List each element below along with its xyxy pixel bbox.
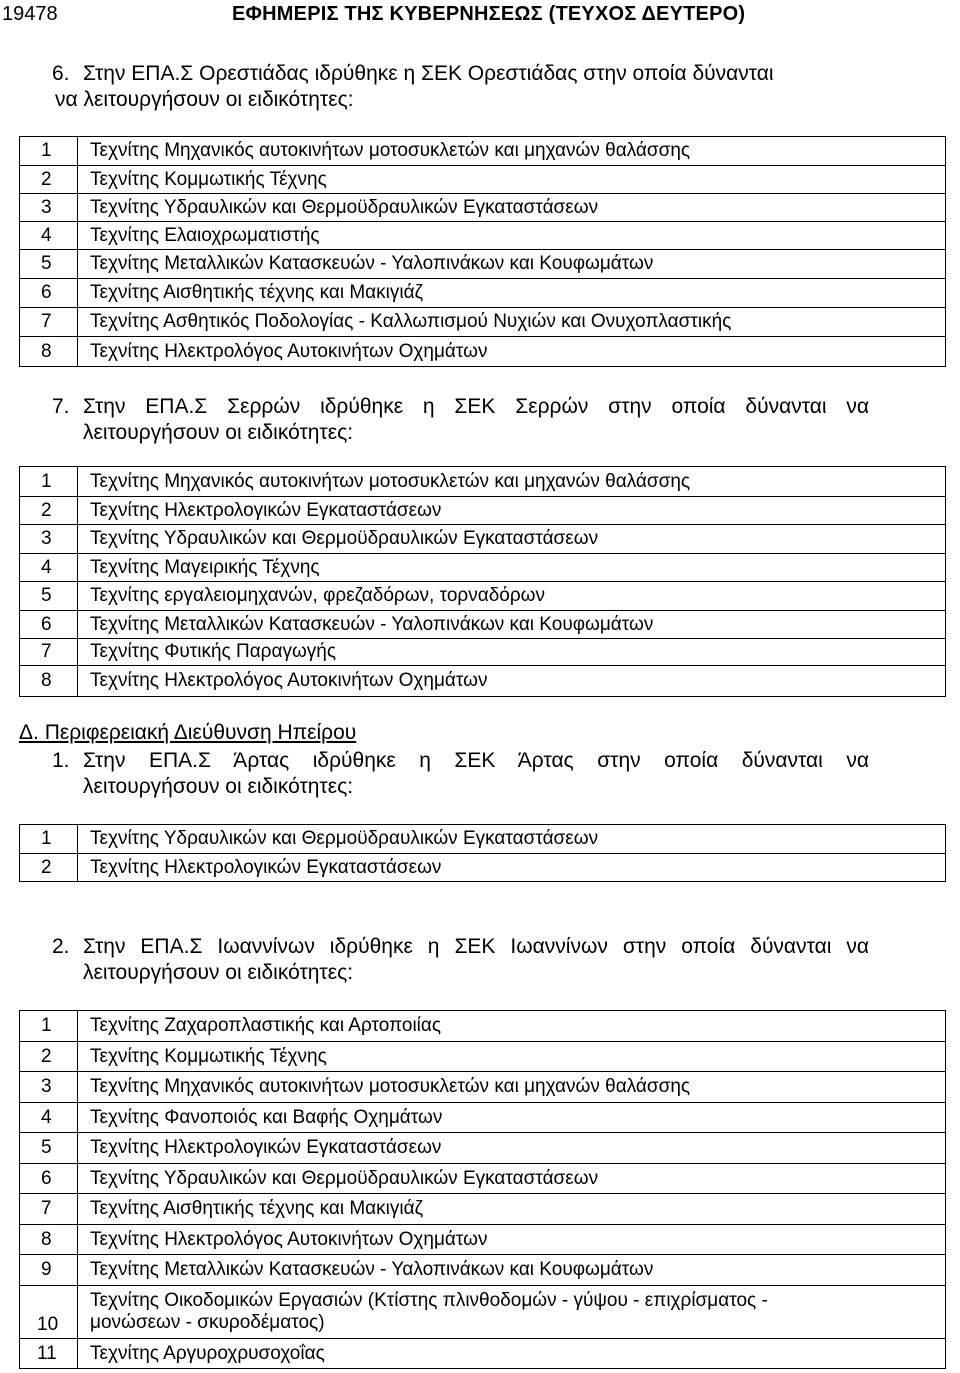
row-specialty-line1: Τεχνίτης Οικοδομικών Εργασιών (Κτίστης πλινθοδομών - γύψου - επιχρίσματος - — [90, 1290, 768, 1311]
row-specialty: Τεχνίτης Κομμωτικής Τέχνης — [78, 1042, 946, 1072]
page-header — [0, 0, 960, 30]
table-row — [20, 1164, 946, 1194]
table-row — [20, 1072, 946, 1103]
row-number: 1 — [20, 825, 78, 854]
row-number: 2 — [20, 1042, 78, 1072]
row-specialty: Τεχνίτης Ελαιοχρωματιστής — [78, 222, 946, 250]
row-number: 7 — [20, 308, 78, 337]
gazette-title: ΕΦΗΜΕΡΙΣ ΤΗΣ ΚΥΒΕΡΝΗΣΕΩΣ (ΤΕΥΧΟΣ ΔΕΥΤΕΡΟ) — [232, 3, 746, 25]
row-specialty: Τεχνίτης Ηλεκτρολόγος Αυτοκινήτων Οχημάτων — [78, 1225, 946, 1255]
row-number: 7 — [20, 1194, 78, 1225]
row-number: 5 — [20, 582, 78, 611]
row-number: 1 — [20, 1011, 78, 1042]
row-number: 7 — [20, 639, 78, 666]
section-text-line2: λειτουργήσουν οι ειδικότητες: — [83, 421, 354, 444]
row-specialty: Τεχνίτης Υδραυλικών και Θερμοϋδραυλικών Εγκαταστάσεων — [78, 825, 946, 854]
section-6-intro — [52, 61, 869, 113]
row-number: 2 — [20, 854, 78, 882]
row-number: 4 — [20, 222, 78, 250]
row-specialty: Τεχνίτης Υδραυλικών και Θερμοϋδραυλικών Εγκαταστάσεων — [78, 1164, 946, 1194]
row-number: 5 — [20, 1133, 78, 1164]
table-row — [20, 166, 946, 194]
row-number: 1 — [20, 137, 78, 166]
row-number: 4 — [20, 1103, 78, 1133]
section-text-line2: λειτουργήσουν οι ειδικότητες: — [83, 961, 354, 984]
table-row — [20, 1011, 946, 1042]
row-specialty: Τεχνίτης Ζαχαροπλαστικής και Αρτοποιίας — [78, 1011, 946, 1042]
row-specialty: Τεχνίτης Αισθητικής τέχνης και Μακιγιάζ — [78, 279, 946, 308]
section-number: 2. — [52, 935, 70, 958]
table-row — [20, 1103, 946, 1133]
section-text-line2: να λειτουργήσουν οι ειδικότητες: — [55, 88, 354, 111]
row-specialty: Τεχνίτης Ηλεκτρολόγος Αυτοκινήτων Οχημάτων — [78, 337, 946, 367]
table-row — [20, 250, 946, 279]
section-text-line1: Στην ΕΠΑ.Σ Ορεστιάδας ιδρύθηκε η ΣΕΚ Ορεστιάδας στην οποία δύνανται — [83, 62, 774, 85]
row-specialty: Τεχνίτης Μαγειρικής Τέχνης — [78, 554, 946, 582]
table-row — [20, 1339, 946, 1369]
section-text-line1: Στην ΕΠΑ.Σ Άρτας ιδρύθηκε η ΣΕΚ Άρτας στην οποία δύνανται να — [83, 749, 869, 772]
table-row — [20, 582, 946, 611]
table-row — [20, 1286, 946, 1339]
row-number: 8 — [20, 337, 78, 367]
table-row — [20, 222, 946, 250]
section-number: 1. — [52, 749, 70, 772]
row-specialty: Τεχνίτης Μεταλλικών Κατασκευών - Υαλοπινάκων και Κουφωμάτων — [78, 1255, 946, 1286]
table-body — [20, 467, 946, 697]
row-number: 8 — [20, 666, 78, 697]
table-row — [20, 497, 946, 525]
table-row — [20, 825, 946, 854]
table-row — [20, 1133, 946, 1164]
specialties-table-ioannina — [19, 1010, 946, 1369]
row-number: 6 — [20, 611, 78, 639]
row-specialty: Τεχνίτης Ασθητικός Ποδολογίας - Καλλωπισμού Νυχιών και Ονυχοπλαστικής — [78, 308, 946, 337]
row-specialty: Τεχνίτης Μηχανικός αυτοκινήτων μοτοσυκλετών και μηχανών θαλάσσης — [78, 467, 946, 497]
row-specialty: Τεχνίτης Φυτικής Παραγωγής — [78, 639, 946, 666]
row-number: 10 — [20, 1286, 78, 1339]
section-text-line1: Στην ΕΠΑ.Σ Ιωαννίνων ιδρύθηκε η ΣΕΚ Ιωαννίνων στην οποία δύνανται να — [83, 935, 869, 958]
region-heading: Δ. Περιφερειακή Διεύθυνση Ηπείρου — [19, 721, 357, 744]
section-number: 6. — [52, 62, 70, 85]
row-number: 3 — [20, 1072, 78, 1103]
row-specialty: Τεχνίτης Φανοποιός και Βαφής Οχημάτων — [78, 1103, 946, 1133]
row-number: 11 — [20, 1339, 78, 1369]
section-7-intro — [52, 394, 869, 446]
table-row — [20, 467, 946, 497]
row-specialty: Τεχνίτης Ηλεκτρολογικών Εγκαταστάσεων — [78, 1133, 946, 1164]
row-specialty: Τεχνίτης Υδραυλικών και Θερμοϋδραυλικών Εγκαταστάσεων — [78, 525, 946, 554]
row-specialty: Τεχνίτης Κομμωτικής Τέχνης — [78, 166, 946, 194]
row-specialty: Τεχνίτης Μεταλλικών Κατασκευών - Υαλοπινάκων και Κουφωμάτων — [78, 250, 946, 279]
row-specialty: Τεχνίτης Αργυροχρυσοχοΐας — [78, 1339, 946, 1369]
row-number: 6 — [20, 279, 78, 308]
table-row — [20, 554, 946, 582]
row-specialty: Τεχνίτης Ηλεκτρολογικών Εγκαταστάσεων — [78, 497, 946, 525]
row-number: 9 — [20, 1255, 78, 1286]
table-row — [20, 854, 946, 882]
row-number: 6 — [20, 1164, 78, 1194]
row-specialty: Τεχνίτης Ηλεκτρολογικών Εγκαταστάσεων — [78, 854, 946, 882]
table-row — [20, 1042, 946, 1072]
table-row — [20, 611, 946, 639]
row-number: 8 — [20, 1225, 78, 1255]
specialties-table-orestiada — [19, 136, 946, 367]
table-row — [20, 639, 946, 666]
row-number: 3 — [20, 194, 78, 222]
section-arta-intro — [52, 748, 869, 800]
row-number: 5 — [20, 250, 78, 279]
table-row — [20, 1194, 946, 1225]
table-row — [20, 308, 946, 337]
table-body — [20, 1011, 946, 1369]
row-specialty: Τεχνίτης Μηχανικός αυτοκινήτων μοτοσυκλετών και μηχανών θαλάσσης — [78, 1072, 946, 1103]
row-specialty: Τεχνίτης εργαλειομηχανών, φρεζαδόρων, τορναδόρων — [78, 582, 946, 611]
table-row — [20, 525, 946, 554]
row-number: 1 — [20, 467, 78, 497]
table-body — [20, 825, 946, 882]
table-row — [20, 337, 946, 367]
table-row — [20, 666, 946, 697]
page-number: 19478 — [2, 3, 58, 25]
row-number: 4 — [20, 554, 78, 582]
row-specialty — [78, 1286, 946, 1339]
section-text-line2: λειτουργήσουν οι ειδικότητες: — [83, 775, 354, 798]
table-row — [20, 1225, 946, 1255]
section-number: 7. — [52, 395, 70, 418]
row-specialty: Τεχνίτης Μηχανικός αυτοκινήτων μοτοσυκλετών και μηχανών θαλάσσης — [78, 137, 946, 166]
table-row — [20, 194, 946, 222]
table-row — [20, 1255, 946, 1286]
row-number: 2 — [20, 497, 78, 525]
row-number: 2 — [20, 166, 78, 194]
table-row — [20, 137, 946, 166]
specialties-table-arta — [19, 824, 946, 882]
specialties-table-serres — [19, 466, 946, 697]
table-row — [20, 279, 946, 308]
row-specialty: Τεχνίτης Υδραυλικών και Θερμοϋδραυλικών Εγκαταστάσεων — [78, 194, 946, 222]
row-specialty-line2: μονώσεων - σκυροδέματος) — [90, 1312, 325, 1333]
row-specialty: Τεχνίτης Αισθητικής τέχνης και Μακιγιάζ — [78, 1194, 946, 1225]
section-text-line1: Στην ΕΠΑ.Σ Σερρών ιδρύθηκε η ΣΕΚ Σερρών στην οποία δύνανται να — [83, 395, 869, 418]
row-specialty: Τεχνίτης Μεταλλικών Κατασκευών - Υαλοπινάκων και Κουφωμάτων — [78, 611, 946, 639]
row-number: 3 — [20, 525, 78, 554]
table-body — [20, 137, 946, 367]
section-ioannina-intro — [52, 934, 869, 986]
row-specialty: Τεχνίτης Ηλεκτρολόγος Αυτοκινήτων Οχημάτων — [78, 666, 946, 697]
